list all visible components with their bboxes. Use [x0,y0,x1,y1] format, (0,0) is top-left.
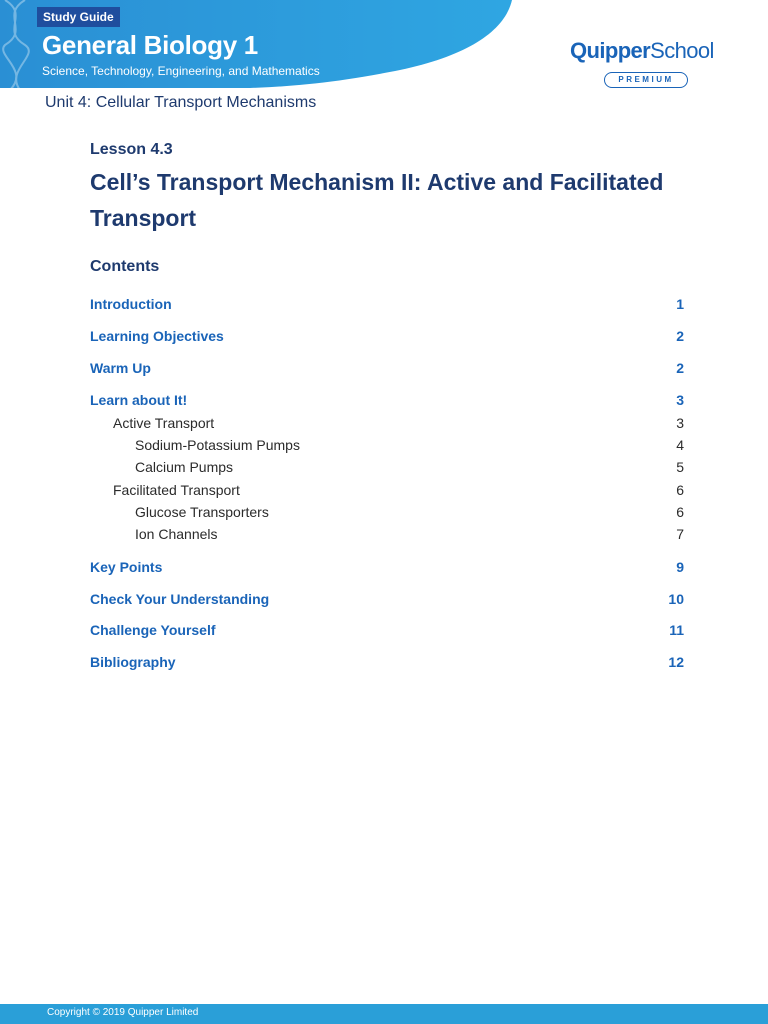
toc-page: 12 [668,654,684,670]
quipper-school-logo [570,38,730,90]
dna-icon [0,0,40,90]
logo-wordmark [570,38,714,64]
study-guide-badge: Study Guide [37,7,120,27]
toc-page: 1 [676,296,684,312]
toc-item-calcium-pumps[interactable] [90,459,684,475]
toc-page: 9 [676,559,684,575]
copyright-text: Copyright © 2019 Quipper Limited [47,1007,199,1018]
logo-premium-badge: PREMIUM [604,72,688,88]
toc-page: 6 [676,504,684,520]
lesson-number: Lesson 4.3 [90,141,173,158]
toc-label: Active Transport [113,415,215,431]
toc-label: Key Points [90,559,163,575]
contents-heading: Contents [90,258,160,275]
toc-item-key-points[interactable] [90,559,684,575]
toc-label: Sodium-Potassium Pumps [135,437,300,453]
toc-page: 4 [676,437,684,453]
toc-item-sodium-potassium-pumps[interactable] [90,437,684,453]
toc-label: Check Your Understanding [90,591,270,607]
toc-page: 6 [676,482,684,498]
toc-item-introduction[interactable] [90,296,684,312]
toc-item-check-your-understanding[interactable] [90,591,684,607]
header-banner [0,0,520,90]
toc-item-learning-objectives[interactable] [90,328,684,344]
toc-item-challenge-yourself[interactable] [90,622,684,638]
toc-label: Ion Channels [135,526,218,542]
toc-page: 2 [676,328,684,344]
toc-page: 5 [676,459,684,475]
unit-title: Unit 4: Cellular Transport Mechanisms [45,94,317,111]
toc-label: Introduction [90,296,172,312]
toc-item-facilitated-transport[interactable] [90,482,684,498]
toc-label: Warm Up [90,360,151,376]
toc-item-learn-about-it[interactable] [90,392,684,408]
toc-page: 10 [668,591,684,607]
toc-page: 3 [676,392,684,408]
toc-label: Glucose Transporters [135,504,269,520]
toc-page: 11 [669,622,684,638]
toc-item-warm-up[interactable] [90,360,684,376]
toc-label: Bibliography [90,654,176,670]
logo-brand-bold: Quipper [570,38,651,63]
toc-item-ion-channels[interactable] [90,526,684,542]
toc-item-active-transport[interactable] [90,415,684,431]
course-subtitle: Science, Technology, Engineering, and Mathematics [42,64,320,78]
course-title: General Biology 1 [42,30,258,60]
toc-label: Challenge Yourself [90,622,216,638]
lesson-title: Cell’s Transport Mechanism II: Active and Facilitated Transport [90,169,664,231]
toc-label: Facilitated Transport [113,482,240,498]
footer-bar [0,1004,768,1024]
toc-label: Learning Objectives [90,328,224,344]
toc-label: Learn about It! [90,392,188,408]
toc-page: 2 [676,360,684,376]
toc-page: 3 [676,415,684,431]
toc-item-glucose-transporters[interactable] [90,504,684,520]
toc-label: Calcium Pumps [135,459,234,475]
toc-item-bibliography[interactable] [90,654,684,670]
toc-page: 7 [676,526,684,542]
logo-brand-regular: School [650,38,714,63]
